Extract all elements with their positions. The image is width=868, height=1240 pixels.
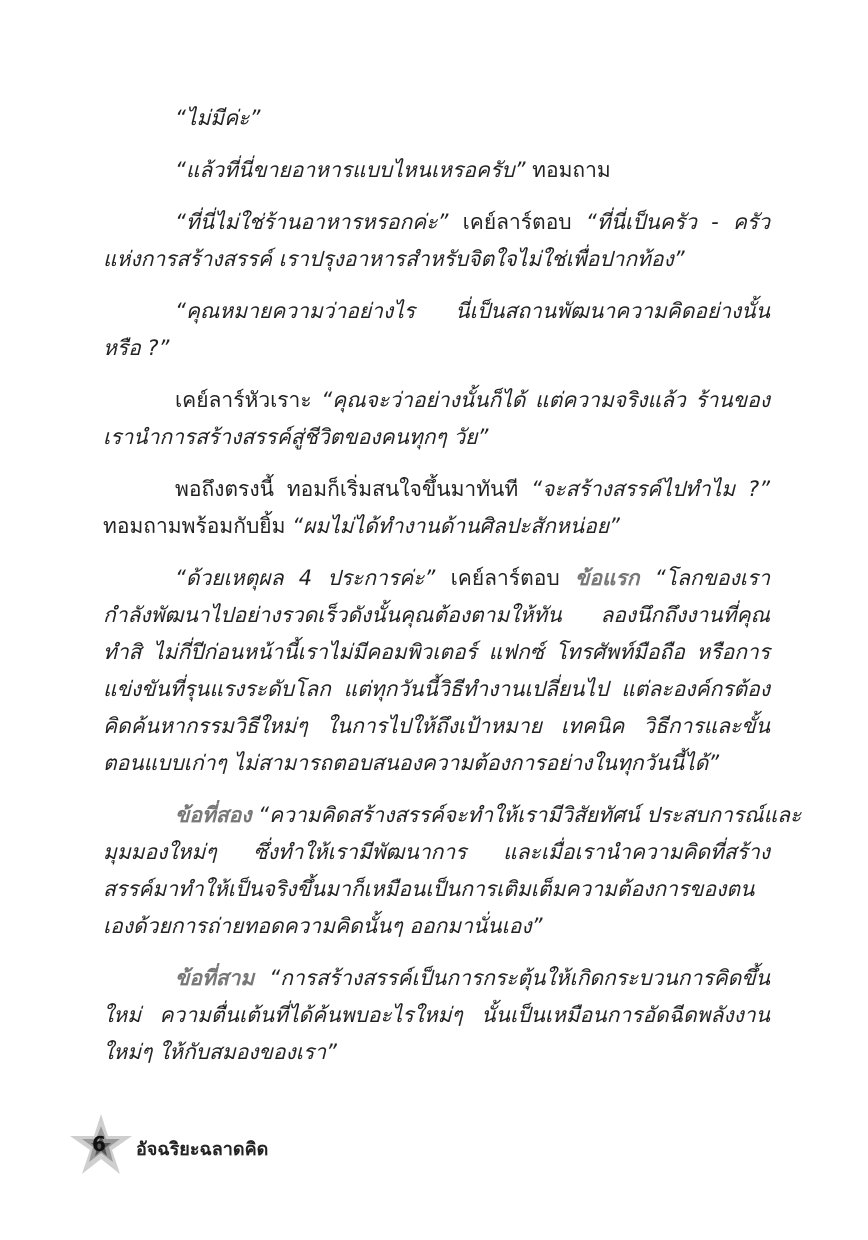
dialogue-text: สรรค์มาทำให้เป็นจริงขึ้นมาก็เหมือนเป็นการเติมเต็มความต้องการของตน [103, 877, 755, 901]
point-heading: ข้อที่สาม [175, 966, 255, 990]
dialogue-text: คิดค้นหากรรมวิธีใหม่ๆ ในการไปให้ถึงเป้าหมาย เทคนิค วิธีการและขั้น [103, 714, 770, 738]
dialogue-text: มุมมองใหม่ๆ ซึ่งทำให้เรามีพัฒนาการ และเมื่อเรานำความคิดที่สร้าง [103, 840, 770, 864]
dialogue-text: เองด้วยการถ่ายทอดความคิดนั้นๆ ออกมานั่นเอง” [103, 914, 543, 938]
dialogue-text: กำลังพัฒนาไปอย่างรวดเร็วดังนั้นคุณต้องตามให้ทัน ลองนึกถึงงานที่คุณ [103, 603, 770, 627]
dialogue-text: “ที่นี่ไม่ใช่ร้านอาหารหรอกค่ะ” [175, 210, 449, 234]
dialogue-text: “คุณหมายความว่าอย่างไร นี่เป็นสถานพัฒนาความคิดอย่างนั้น [175, 299, 770, 323]
page-footer [68, 1112, 328, 1182]
paragraph [103, 797, 802, 945]
dialogue-text: เรานำการสร้างสรรค์สู่ชีวิตของคนทุกๆ วัย” [103, 425, 489, 449]
text-line [103, 293, 770, 330]
paragraph [103, 152, 770, 189]
text-line [103, 508, 770, 545]
body-text [103, 100, 802, 1086]
text-line [103, 471, 770, 508]
page-number: 6 [92, 1132, 106, 1156]
text-line [103, 382, 770, 419]
text-line [103, 152, 770, 189]
text-line [103, 204, 770, 241]
text-line [103, 908, 770, 945]
point-heading: ข้อที่สอง [175, 803, 252, 827]
point-heading: ข้อแรก [574, 566, 640, 590]
narration-text: ทอมถาม [525, 158, 611, 182]
text-line [103, 419, 770, 456]
narration-text: เคย์ลาร์ตอบ [435, 566, 575, 590]
paragraph [103, 471, 770, 545]
text-line [103, 330, 770, 367]
paragraph [103, 560, 770, 782]
text-line [103, 745, 770, 782]
dialogue-text: ทำสิ ไม่กี่ปีก่อนหน้านี้เราไม่มีคอมพิวเตอร์ แฟกซ์ โทรศัพท์มือถือ หรือการ [103, 640, 770, 664]
dialogue-text: “ด้วยเหตุผล 4 ประการค่ะ” [175, 566, 436, 590]
dialogue-text: “แล้วที่นี่ขายอาหารแบบไหนเหรอครับ” [175, 158, 526, 182]
dialogue-text: แข่งขันที่รุนแรงระดับโลก แต่ทุกวันนี้วิธีทำงานเปลี่ยนไป แต่ละองค์กรต้อง [103, 677, 770, 701]
dialogue-text: “คุณจะว่าอย่างนั้นก็ได้ แต่ความจริงแล้ว ร้านของ [321, 388, 770, 412]
paragraph [103, 100, 770, 137]
text-line [103, 100, 770, 137]
paragraph [103, 960, 770, 1071]
dialogue-text: “การสร้างสรรค์เป็นการกระตุ้นให้เกิดกระบวนการคิดขึ้น [254, 966, 770, 990]
dialogue-text: ตอนแบบเก่าๆ ไม่สามารถตอบสนองความต้องการอย่างในทุกวันนี้ได้” [103, 751, 720, 775]
text-line [103, 671, 770, 708]
text-line [103, 241, 770, 278]
narration-text: พอถึงตรงนี้ ทอมก็เริ่มสนใจขึ้นมาทันที [175, 477, 532, 501]
text-line [103, 708, 770, 745]
paragraph [103, 382, 770, 456]
paragraph [103, 204, 770, 278]
book-title: อัจฉริยะฉลาดคิด [136, 1139, 269, 1160]
narration-text: ทอมถามพร้อมกับยิ้ม [103, 514, 293, 538]
dialogue-text: แห่งการสร้างสรรค์ เราปรุงอาหารสำหรับจิตใจไม่ใช่เพื่อปากท้อง” [103, 247, 685, 271]
text-line [103, 997, 770, 1034]
text-line [103, 597, 770, 634]
dialogue-text: “ความคิดสร้างสรรค์จะทำให้เรามีวิสัยทัศน์ ประสบการณ์และ [251, 803, 802, 827]
dialogue-text: “โลกของเรา [639, 566, 771, 590]
paragraph [103, 293, 770, 367]
dialogue-text: ใหม่ ความตื่นเต้นที่ได้ค้นพบอะไรใหม่ๆ นั้นเป็นเหมือนการอัดฉีดพลังงาน [103, 1003, 770, 1027]
dialogue-text: หรือ ?” [103, 336, 170, 360]
dialogue-text: “ผมไม่ได้ทำงานด้านศิลปะสักหน่อย” [292, 514, 620, 538]
text-line [103, 1034, 770, 1071]
text-line [103, 797, 802, 834]
text-line [103, 871, 770, 908]
text-line [103, 634, 770, 671]
narration-text: เคย์ลาร์หัวเราะ [175, 388, 322, 412]
text-line [103, 560, 770, 597]
dialogue-text: “ไม่มีค่ะ” [175, 106, 261, 130]
narration-text: เคย์ลาร์ตอบ [448, 210, 586, 234]
dialogue-text: ใหม่ๆ ให้กับสมองของเรา” [103, 1040, 337, 1064]
dialogue-text: “จะสร้างสรรค์ไปทำไม ?” [531, 477, 770, 501]
text-line [103, 960, 770, 997]
dialogue-text: “ที่นี่เป็นครัว - ครัว [585, 210, 770, 234]
text-line [103, 834, 770, 871]
